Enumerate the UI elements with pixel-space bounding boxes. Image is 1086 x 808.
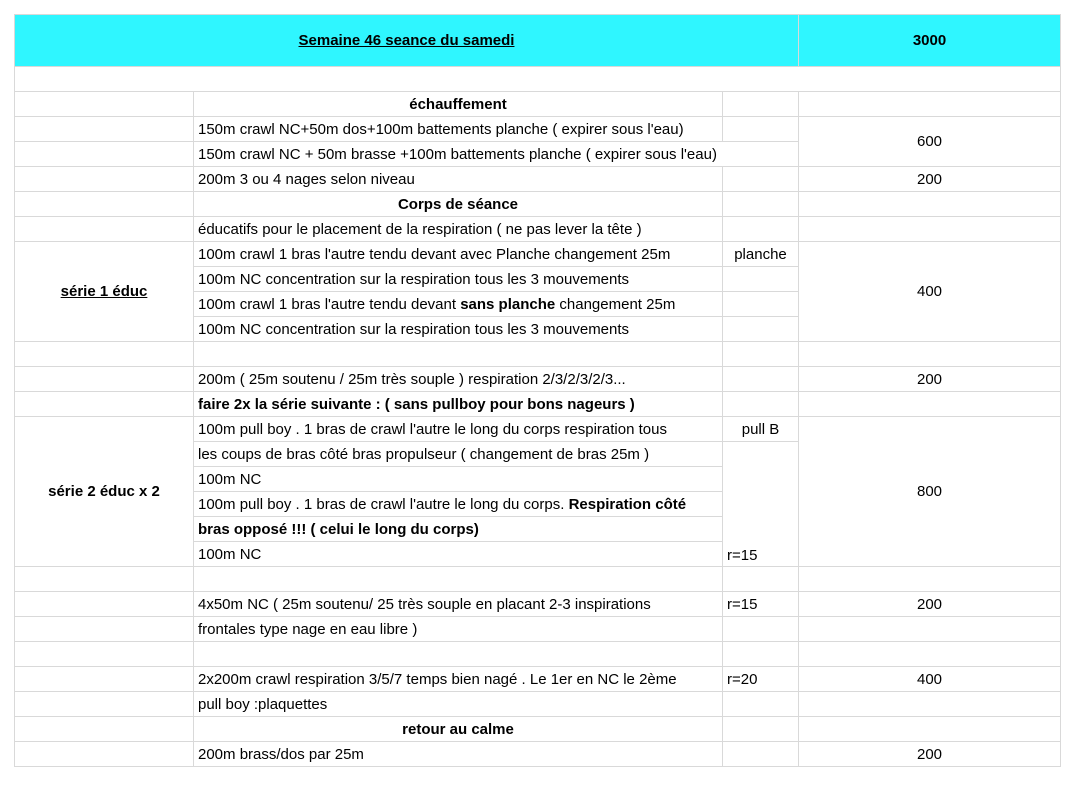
exercise-cell[interactable]: 100m crawl 1 bras l'autre tendu devant sans planche changement 25m: [194, 292, 723, 317]
distance-cell[interactable]: 200: [799, 592, 1061, 617]
table-row: [15, 217, 1061, 242]
table-row: [15, 167, 1061, 192]
distance-cell[interactable]: 600: [799, 117, 1061, 167]
distance-cell[interactable]: 400: [799, 667, 1061, 692]
distance-cell[interactable]: 200: [799, 742, 1061, 767]
table-row: [15, 367, 1061, 392]
exercise-cell[interactable]: 150m crawl NC+50m dos+100m battements planche ( expirer sous l'eau): [194, 117, 723, 142]
empty-row: [15, 567, 1061, 592]
exercise-cell[interactable]: faire 2x la série suivante : ( sans pullboy pour bons nageurs ): [194, 392, 723, 417]
distance-cell[interactable]: 200: [799, 167, 1061, 192]
exercise-cell[interactable]: 200m 3 ou 4 nages selon niveau: [194, 167, 723, 192]
exercise-cell[interactable]: 200m ( 25m soutenu / 25m très souple ) respiration 2/3/2/3/2/3...: [194, 367, 723, 392]
exercise-cell[interactable]: bras opposé !!! ( celui le long du corps): [194, 517, 723, 542]
table-row: [15, 667, 1061, 692]
rest-cell[interactable]: r=15: [723, 592, 799, 617]
exercise-cell[interactable]: 4x50m NC ( 25m soutenu/ 25 très souple en placant 2-3 inspirations: [194, 592, 723, 617]
exercise-cell[interactable]: 100m pull boy . 1 bras de crawl l'autre le long du corps. Respiration côté: [194, 492, 723, 517]
distance-cell[interactable]: 800: [799, 417, 1061, 567]
rest-cell[interactable]: r=15: [723, 442, 799, 567]
table-row: [15, 617, 1061, 642]
empty-row: [15, 67, 1061, 92]
exercise-cell[interactable]: les coups de bras côté bras propulseur ( changement de bras 25m ): [194, 442, 723, 467]
exercise-cell[interactable]: 200m brass/dos par 25m: [194, 742, 723, 767]
distance-cell[interactable]: 400: [799, 242, 1061, 342]
table-row: [15, 692, 1061, 717]
exercise-cell[interactable]: 100m NC concentration sur la respiration tous les 3 mouvements: [194, 317, 723, 342]
table-row: [15, 592, 1061, 617]
empty-row: [15, 342, 1061, 367]
exercise-cell[interactable]: 2x200m crawl respiration 3/5/7 temps bien nagé . Le 1er en NC le 2ème: [194, 667, 723, 692]
session-total[interactable]: 3000: [799, 15, 1061, 67]
rest-cell[interactable]: r=20: [723, 667, 799, 692]
exercise-cell[interactable]: 100m NC: [194, 542, 723, 567]
section-title-warmup[interactable]: échauffement: [194, 92, 723, 117]
table-row: [15, 242, 1061, 267]
exercise-cell[interactable]: 100m NC: [194, 467, 723, 492]
equipment-cell[interactable]: pull B: [723, 417, 799, 442]
session-title[interactable]: Semaine 46 seance du samedi: [15, 15, 799, 67]
distance-cell[interactable]: 200: [799, 367, 1061, 392]
exercise-cell[interactable]: pull boy :plaquettes: [194, 692, 723, 717]
exercise-cell[interactable]: 100m crawl 1 bras l'autre tendu devant avec Planche changement 25m: [194, 242, 723, 267]
table-row: [15, 417, 1061, 442]
exercise-cell[interactable]: 150m crawl NC + 50m brasse +100m battements planche ( expirer sous l'eau): [194, 142, 799, 167]
section-title-main[interactable]: Corps de séance: [194, 192, 723, 217]
table-row: [15, 742, 1061, 767]
exercise-cell[interactable]: 100m pull boy . 1 bras de crawl l'autre le long du corps respiration tous: [194, 417, 723, 442]
exercise-cell[interactable]: frontales type nage en eau libre ): [194, 617, 723, 642]
table-row: [15, 392, 1061, 417]
table-row: [15, 117, 1061, 142]
serie-1-label[interactable]: série 1 éduc: [15, 242, 194, 342]
empty-row: [15, 642, 1061, 667]
exercise-cell[interactable]: 100m NC concentration sur la respiration tous les 3 mouvements: [194, 267, 723, 292]
section-row-cooldown: [15, 717, 1061, 742]
equipment-cell[interactable]: planche: [723, 242, 799, 267]
section-title-cooldown[interactable]: retour au calme: [194, 717, 723, 742]
serie-2-label[interactable]: série 2 éduc x 2: [15, 417, 194, 567]
exercise-cell[interactable]: éducatifs pour le placement de la respiration ( ne pas lever la tête ): [194, 217, 723, 242]
session-table: [14, 14, 1061, 767]
section-row-warmup: [15, 92, 1061, 117]
section-row-main: [15, 192, 1061, 217]
header-row: [15, 15, 1061, 67]
